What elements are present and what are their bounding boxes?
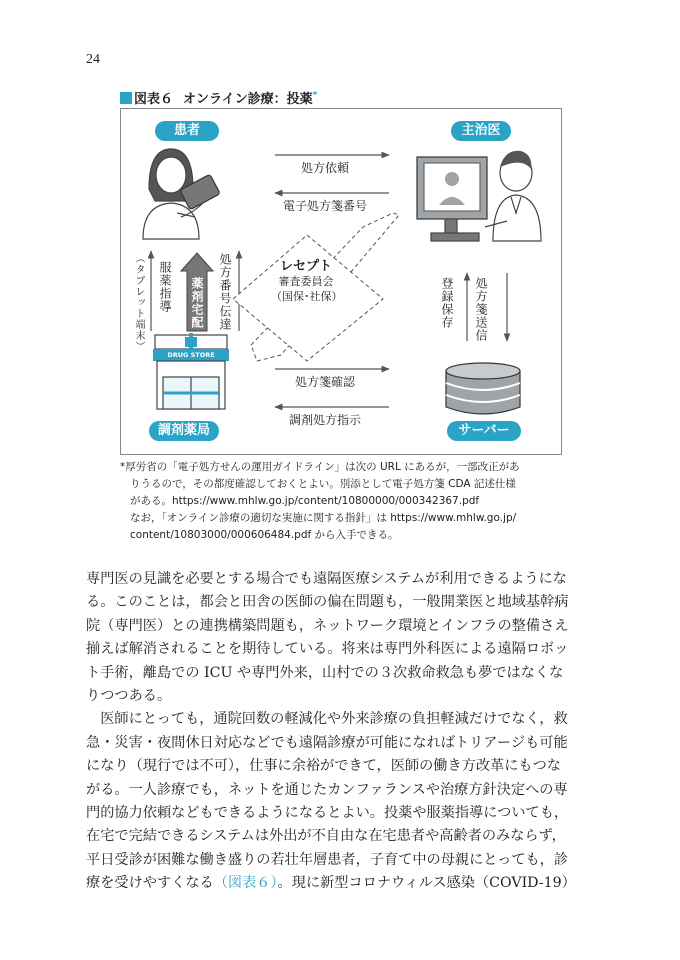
caption-square-icon	[120, 92, 132, 104]
node-doctor: 主治医	[451, 121, 511, 141]
body-paragraphs	[86, 568, 596, 896]
body-line-text: 。現に新型コロナウィルス感染（COVID-19）	[277, 875, 576, 892]
body-line: 在宅で完結できるシステムは外出が不自由な在宅患者や高齢者のみならず，	[86, 828, 566, 845]
body-line: 門的協力依頼などもできるようになるとよい。投薬や服薬指導についても，	[86, 805, 569, 822]
receipt-title: レセプト	[279, 259, 332, 274]
label-prescription-confirm: 処方箋確認	[295, 375, 356, 389]
body-line: 医師にとっても，通院回数の軽減化や外来診療の負担軽減だけでなく，救	[86, 711, 568, 728]
footnote-line: なお，「オンライン診療の適切な実施に関する指針」は https://www.mhlw.go.jp/	[130, 512, 517, 524]
body-line: 院（専門医）との連携構築問題も，ネットワーク環境とインフラの整備さえ	[86, 617, 569, 634]
label-medication-guidance: 服薬指導	[158, 261, 172, 313]
body-line: りつつある。	[86, 688, 172, 705]
patient-with-tablet-icon	[143, 149, 220, 239]
footnote-line: りうるので，その都度確認しておくとよい。別添として電子処方箋 CDA 記述仕様	[130, 478, 516, 490]
body-line: る。このことは，都会と田舎の医師の偏在問題も，一般開業医と地域基幹病	[86, 594, 569, 611]
body-line: 揃えば解消されることを期待している。将来は専門外科医による遠隔ロボッ	[86, 641, 569, 658]
footnote-line: content/10803000/000606484.pdf から入手できる。	[130, 529, 399, 541]
body-line: になり（現行では不可），仕事に余裕ができて，医師の働き方改革にもつな	[86, 758, 561, 775]
caption-footnote-mark: *	[312, 90, 318, 101]
receipt-committee-name: 審査委員会	[278, 275, 334, 288]
label-prescription-request: 処方依頼	[301, 161, 350, 175]
figure-label: 図表６	[134, 92, 174, 107]
server-database-icon	[446, 363, 520, 414]
footnote-line: *厚労省の「電子処方せんの運用ガイドライン」は次の URL にあるが，一部改正があ	[120, 461, 520, 473]
body-line: 平日受診が困難な働き盛りの若壮年層患者，子育て中の母親にとっても，診	[86, 851, 569, 868]
label-number-transmission: 処方番号伝達	[218, 253, 232, 331]
body-line-last	[86, 872, 596, 895]
label-tablet-device: （タブレット端末）	[133, 253, 144, 352]
figure-reference-link[interactable]: （図表６）	[213, 875, 278, 892]
footnote-line: がある。https://www.mhlw.go.jp/content/10800000/000342367.pdf	[130, 495, 480, 507]
label-prescription-send: 処方箋送信	[474, 277, 488, 342]
figure-footnote	[120, 459, 560, 544]
label-e-prescription-number: 電子処方箋番号	[283, 199, 368, 213]
node-server: サーバー	[447, 421, 521, 441]
receipt-insurance: （国保･社保）	[271, 290, 343, 303]
page-number: 24	[86, 52, 100, 67]
body-line-text: 療を受けやすくなる	[86, 875, 214, 892]
body-line: 急・災害・夜間休日対応などでも遠隔診療が可能になればトリアージも可能	[86, 734, 568, 751]
body-line: 専門医の見識を必要とする場合でも遠隔医療システムが利用できるようにな	[86, 571, 567, 587]
receipt-committee	[271, 259, 341, 304]
doctor-at-computer-icon	[417, 151, 541, 241]
online-medication-diagram	[120, 108, 562, 455]
drug-store-icon	[153, 333, 229, 409]
figure-title: オンライン診療：投薬	[183, 92, 313, 107]
body-line: がる。一人診療でも，ネットを通じたカンファランスや治療方針決定への専	[86, 781, 568, 798]
node-pharmacy: 調剤薬局	[149, 421, 219, 441]
node-patient: 患者	[155, 121, 219, 141]
label-dispensing-instruction: 調剤処方指示	[289, 413, 362, 427]
label-registration-storage: 登録保存	[440, 277, 454, 329]
body-line: ト手術，離島での ICU や専門外来，山村での３次救命救急も夢ではなくな	[86, 664, 564, 681]
figure-caption	[120, 88, 317, 107]
label-home-delivery: 薬剤宅配	[190, 277, 204, 329]
store-sign: DRUG STORE	[167, 351, 215, 359]
